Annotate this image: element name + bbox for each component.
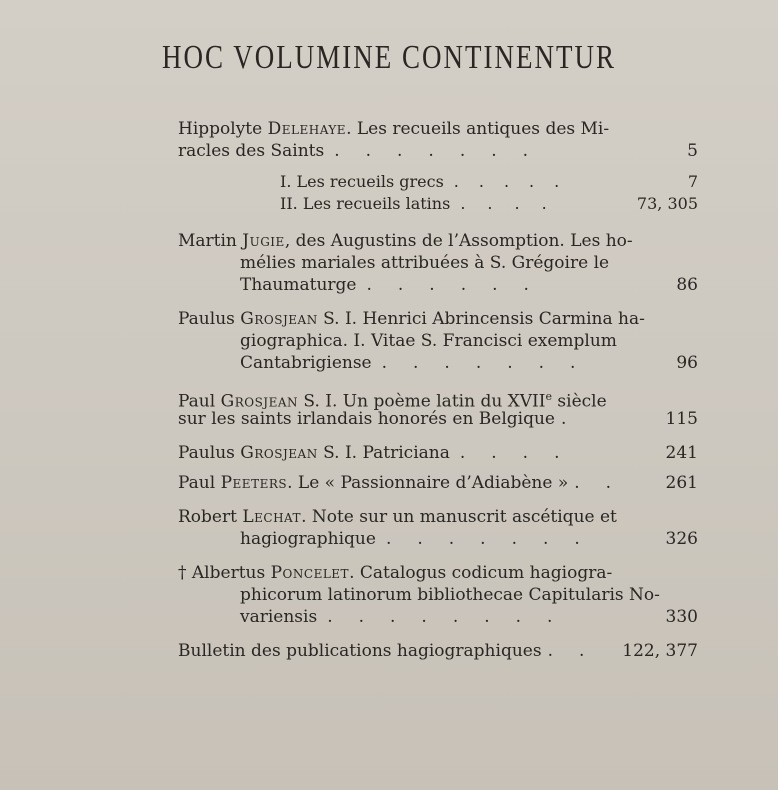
entry-title-cont: variensis <box>240 607 318 627</box>
toc-entry <box>178 506 698 550</box>
toc-line <box>178 562 698 584</box>
page-number: 330 <box>665 607 698 627</box>
author-first-name: Hippolyte <box>178 119 263 139</box>
toc-entry <box>178 308 698 374</box>
leader-dots: . <box>561 409 593 429</box>
entry-title: , des Augustins de l’Assomption. Les ho- <box>284 231 633 251</box>
toc-line <box>178 352 698 374</box>
author-last-name: Grosjean <box>240 309 318 329</box>
leader-dots: .. <box>574 473 638 493</box>
author-last-name: Grosjean <box>240 443 318 463</box>
entry-title-cont: giographica. I. Vitae S. Francisci exemplum <box>240 331 617 351</box>
subentry-title: I. Les recueils grecs <box>280 172 444 191</box>
entry-title-cont: mélies mariales attribuées à S. Grégoire le <box>240 253 610 273</box>
author-first-name: Albertus <box>191 563 266 583</box>
dagger-symbol: † <box>178 563 187 583</box>
entry-title-cont: Thaumaturge <box>240 275 357 295</box>
leader-dots: ....... <box>381 353 602 373</box>
entry-title: . Note sur un manuscrit ascétique et <box>301 507 617 527</box>
leader-dots: ....... <box>385 529 606 549</box>
entry-title-cont: hagiographique <box>240 529 376 549</box>
toc-line <box>178 252 698 274</box>
page-number: 7 <box>687 172 698 191</box>
entry-title: . Catalogus codicum hagiogra- <box>349 563 613 583</box>
toc-line <box>178 442 698 464</box>
leader-dots: .... <box>460 194 569 213</box>
entry-title: S. I. Patriciana <box>317 443 450 463</box>
author-first-name: Paul <box>178 473 216 493</box>
author-first-name: Robert <box>178 507 237 527</box>
toc-entry <box>178 472 698 494</box>
toc-subentry <box>280 172 698 194</box>
author-first-name: Paul <box>178 391 216 412</box>
leader-dots: ...... <box>366 275 555 295</box>
leader-dots: .. <box>547 641 611 661</box>
entry-title: . Les recueils antiques des Mi- <box>346 119 610 139</box>
leader-dots: ..... <box>453 172 580 191</box>
toc-line <box>178 528 698 550</box>
toc-entry <box>178 386 698 430</box>
toc-line <box>178 584 698 606</box>
author-last-name: Jugie <box>242 231 285 251</box>
page-number: 5 <box>687 141 698 161</box>
page-number: 86 <box>676 275 698 295</box>
leader-dots: ....... <box>334 141 555 161</box>
toc-entry <box>178 230 698 296</box>
entry-title: . Le « Passionnaire d’Adiabène » <box>287 473 569 493</box>
entry-title-cont: phicorum latinorum bibliothecae Capitularis No- <box>240 585 660 605</box>
page-number: 326 <box>665 529 698 549</box>
toc-line <box>178 330 698 352</box>
toc-subentries <box>280 172 698 216</box>
toc-line <box>178 506 698 528</box>
entry-title: Bulletin des publications hagiographiques <box>178 641 542 661</box>
author-first-name: Paulus <box>178 309 235 329</box>
entry-title: S. I. Henrici Abrincensis Carmina ha- <box>317 309 645 329</box>
author-last-name: Poncelet <box>270 563 350 583</box>
author-last-name: Delehaye <box>267 119 347 139</box>
toc-entry <box>178 640 698 662</box>
page-number: 73, 305 <box>636 194 698 213</box>
toc-entry <box>178 562 698 628</box>
entry-title: S. I. Un poème latin du XVII <box>298 391 546 412</box>
entry-title-cont: sur les saints irlandais honorés en Belgique <box>178 409 555 429</box>
page-number: 96 <box>676 353 698 373</box>
toc-entry <box>178 118 698 162</box>
toc-line <box>178 274 698 296</box>
entry-title-cont: Cantabrigiense <box>240 353 372 373</box>
entry-title: siècle <box>552 391 607 412</box>
entry-title-cont: racles des Saints <box>178 141 325 161</box>
author-last-name: Peeters <box>220 473 288 493</box>
toc-subentry <box>280 194 698 216</box>
page-number: 261 <box>665 473 698 493</box>
author-last-name: Grosjean <box>220 391 299 412</box>
toc-line <box>178 118 698 140</box>
toc-line <box>178 140 698 162</box>
author-last-name: Lechat <box>242 507 302 527</box>
page-title: HOC VOLUMINE CONTINENTUR <box>162 38 616 76</box>
author-first-name: Martin <box>178 231 237 251</box>
page-number: 115 <box>665 409 698 429</box>
superscript: e <box>545 390 553 403</box>
subentry-title: II. Les recueils latins <box>280 194 451 213</box>
toc-line <box>178 640 698 662</box>
leader-dots: .... <box>459 443 586 463</box>
toc-line <box>178 386 698 412</box>
page-number: 122, 377 <box>622 641 698 661</box>
page-number: 241 <box>665 443 698 463</box>
toc-line <box>178 230 698 252</box>
toc-line <box>178 308 698 330</box>
toc-line <box>178 606 698 628</box>
author-first-name: Paulus <box>178 443 235 463</box>
toc-line <box>178 408 698 430</box>
toc-line <box>178 472 698 494</box>
toc-entry <box>178 442 698 464</box>
leader-dots: ........ <box>327 607 579 627</box>
